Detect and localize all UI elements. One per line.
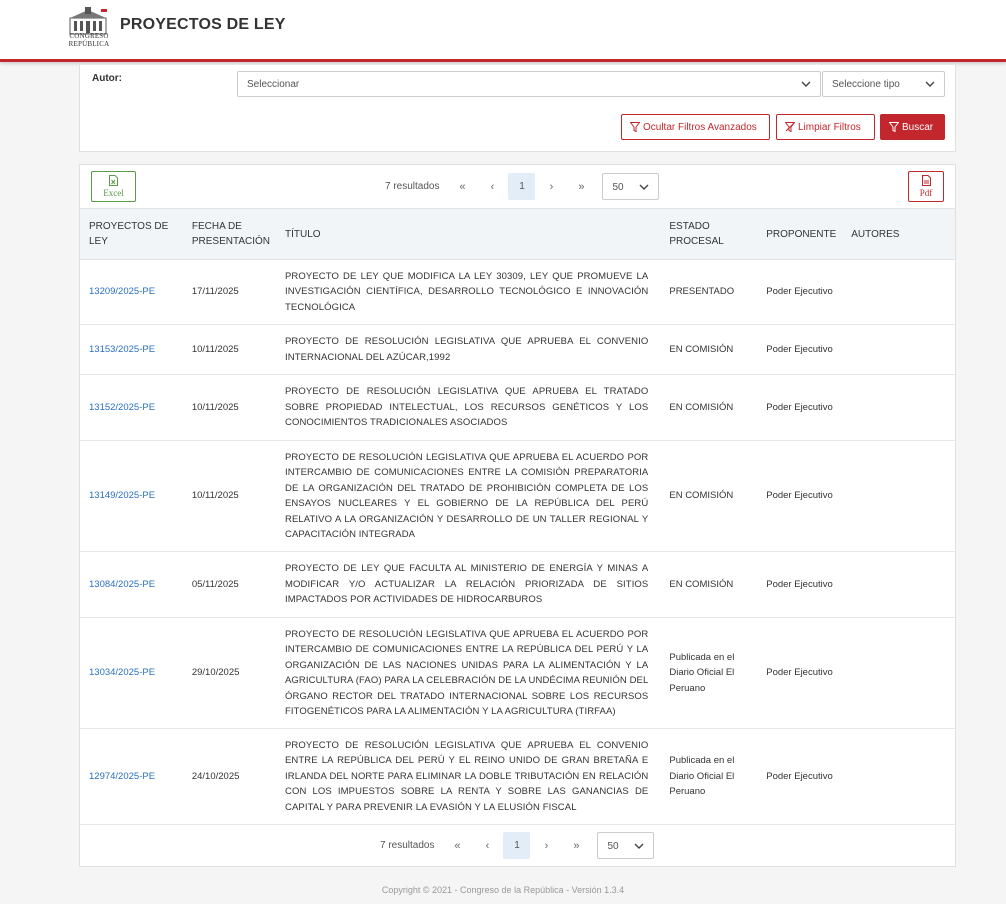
proponente-cell: Poder Ejecutivo xyxy=(757,325,842,375)
estado-cell: PRESENTADO xyxy=(660,260,757,325)
proponente-cell: Poder Ejecutivo xyxy=(757,441,842,552)
fecha-cell: 29/10/2025 xyxy=(183,618,276,729)
fecha-cell: 10/11/2025 xyxy=(183,375,276,441)
titulo-cell: PROYECTO DE LEY QUE MODIFICA LA LEY 30309, LEY QUE PROMUEVE LA INVESTIGACIÓN CIENTÍFICA, DESARROLLO TECNOLÓGICO E INNOVACIÓN TECNOLÓGICA xyxy=(276,260,660,325)
hide-advanced-filters-button[interactable] xyxy=(621,114,770,140)
last-page-button[interactable] xyxy=(561,840,591,852)
proyecto-link[interactable]: 12974/2025-PE xyxy=(80,729,183,825)
page-size-value: 50 xyxy=(607,841,619,852)
funnel-icon xyxy=(889,122,899,132)
funnel-clear-icon xyxy=(785,122,795,132)
proponente-cell: Poder Ejecutivo xyxy=(757,729,842,825)
search-button-label: Buscar xyxy=(902,122,934,133)
export-pdf-label: Pdf xyxy=(919,188,933,198)
fecha-cell: 10/11/2025 xyxy=(183,325,276,375)
titulo-cell: PROYECTO DE RESOLUCIÓN LEGISLATIVA QUE APRUEBA EL ACUERDO POR INTERCAMBIO DE COMUNICACIONES ENTRE LA COMISIÓN PREPARATORIA DE LA ORGANIZACIÓN DEL TRATADO DE PROHIBICIÓN COMPLETA DE LOS ENSAYOS NUCLEARES Y EL GOBIERNO DE LA REPÚBLICA DEL PERÚ RELATIVO A LA ORGANIZACIÓN Y DESARROLLO DE UN TALLER REGIONAL Y CAPACITACIÓN INTEGRADA xyxy=(276,441,660,552)
table-row xyxy=(80,618,955,729)
page-size-value: 50 xyxy=(612,182,624,193)
proyecto-link[interactable]: 13084/2025-PE xyxy=(80,552,183,618)
autores-cell xyxy=(842,618,955,729)
autores-cell xyxy=(842,441,955,552)
results-count: 7 resultados xyxy=(385,181,440,192)
autores-cell xyxy=(842,729,955,825)
page-size-select[interactable] xyxy=(602,173,659,200)
chevron-down-icon xyxy=(800,78,812,90)
col-header-autores[interactable]: AUTORES xyxy=(842,209,955,260)
col-header-fecha[interactable]: FECHA DE PRESENTACIÓN xyxy=(183,209,276,260)
double-chevron-right-icon: » xyxy=(573,839,580,852)
page-size-select[interactable] xyxy=(597,832,654,859)
proyecto-link[interactable]: 13152/2025-PE xyxy=(80,375,183,441)
chevron-down-icon xyxy=(633,840,645,852)
tipo-select-value: Seleccione tipo xyxy=(832,79,900,90)
proyecto-link[interactable]: 13153/2025-PE xyxy=(80,325,183,375)
hide-advanced-filters-label: Ocultar Filtros Avanzados xyxy=(643,122,757,133)
titulo-cell: PROYECTO DE RESOLUCIÓN LEGISLATIVA QUE APRUEBA EL TRATADO SOBRE PROPIEDAD INTELECTUAL, LOS RECURSOS GENÉTICOS Y LOS CONOCIMIENTOS TRADICIONALES ASOCIADOS xyxy=(276,375,660,441)
funnel-icon xyxy=(630,122,640,132)
table-row xyxy=(80,552,955,618)
estado-cell: EN COMISIÓN xyxy=(660,552,757,618)
autor-select[interactable] xyxy=(237,71,821,97)
export-pdf-button[interactable] xyxy=(908,171,944,202)
autores-cell xyxy=(842,260,955,325)
page-title: PROYECTOS DE LEY xyxy=(120,16,286,33)
col-header-proponente[interactable]: PROPONENTE xyxy=(757,209,842,260)
autores-cell xyxy=(842,552,955,618)
table-row xyxy=(80,441,955,552)
export-excel-label: Excel xyxy=(103,188,124,198)
fecha-cell: 24/10/2025 xyxy=(183,729,276,825)
proponente-cell: Poder Ejecutivo xyxy=(757,552,842,618)
estado-cell: EN COMISIÓN xyxy=(660,325,757,375)
pagination-top xyxy=(385,173,659,200)
excel-file-icon xyxy=(109,175,118,186)
results-panel xyxy=(79,164,956,867)
chevron-down-icon xyxy=(924,78,936,90)
logo-text: CONGRESO REPÚBLICA xyxy=(68,32,110,48)
pagination-bottom xyxy=(380,832,654,859)
prev-page-button[interactable] xyxy=(472,840,502,852)
proyecto-link[interactable]: 13209/2025-PE xyxy=(80,260,183,325)
titulo-cell: PROYECTO DE LEY QUE FACULTA AL MINISTERIO DE ENERGÍA Y MINAS A MODIFICAR Y/O ACTUALIZAR LA RELACIÓN PRIORIZADA DE SITIOS IMPACTADOS POR ACTIVIDADES DE HIDROCARBUROS xyxy=(276,552,660,618)
chevron-down-icon xyxy=(638,181,650,193)
fecha-cell: 17/11/2025 xyxy=(183,260,276,325)
proyecto-link[interactable]: 13034/2025-PE xyxy=(80,618,183,729)
titulo-cell: PROYECTO DE RESOLUCIÓN LEGISLATIVA QUE APRUEBA EL ACUERDO POR INTERCAMBIO DE COMUNICACIONES ENTRE LA REPÚBLICA DEL PERÚ Y LA ORGANIZACIÓN DE LAS NACIONES UNIDAS PARA LA ALIMENTACIÓN Y LA AGRICULTURA (FAO) PARA LA CELEBRACIÓN DE LA UNDÉCIMA REUNIÓN DEL ÓRGANO RECTOR DEL TRATADO INTERNACIONAL SOBRE LOS RECURSOS FITOGENÉTICOS PARA LA ALIMENTACIÓN Y LA AGRICULTURA (TIRFAA) xyxy=(276,618,660,729)
page-number-current[interactable]: 1 xyxy=(503,832,530,859)
chevron-left-icon: ‹ xyxy=(485,839,490,852)
next-page-button[interactable] xyxy=(531,840,561,852)
proponente-cell: Poder Ejecutivo xyxy=(757,375,842,441)
footer-copyright: Copyright © 2021 - Congreso de la República - Versión 1.3.4 xyxy=(381,885,625,895)
chevron-left-icon: ‹ xyxy=(490,180,495,193)
titulo-cell: PROYECTO DE RESOLUCIÓN LEGISLATIVA QUE APRUEBA EL CONVENIO ENTRE LA REPÚBLICA DEL PERÚ Y EL REINO UNIDO DE GRAN BRETAÑA E IRLANDA DEL NORTE PARA ELIMINAR LA DOBLE TRIBUTACIÓN EN RELACIÓN CON LOS IMPUESTOS SOBRE LA RENTA Y SOBRE LAS GANANCIAS DE CAPITAL Y PARA PREVENIR LA EVASIÓN Y LA ELUSIÓN FISCAL xyxy=(276,729,660,825)
estado-cell: Publicada en el Diario Oficial El Peruano xyxy=(660,729,757,825)
clear-filters-button[interactable] xyxy=(776,114,875,140)
estado-cell: Publicada en el Diario Oficial El Peruano xyxy=(660,618,757,729)
results-table xyxy=(80,208,955,825)
col-header-titulo[interactable]: TÍTULO xyxy=(276,209,660,260)
double-chevron-left-icon: « xyxy=(459,180,466,193)
fecha-cell: 05/11/2025 xyxy=(183,552,276,618)
proponente-cell: Poder Ejecutivo xyxy=(757,618,842,729)
table-header-row xyxy=(80,209,955,260)
autor-label: Autor: xyxy=(92,73,122,84)
autor-select-value: Seleccionar xyxy=(247,79,300,90)
results-count: 7 resultados xyxy=(380,840,435,851)
double-chevron-right-icon: » xyxy=(578,180,585,193)
table-row xyxy=(80,260,955,325)
last-page-button[interactable] xyxy=(566,181,596,193)
top-header xyxy=(0,0,1006,62)
first-page-button[interactable] xyxy=(447,181,477,193)
fecha-cell: 10/11/2025 xyxy=(183,441,276,552)
chevron-right-icon: › xyxy=(549,180,554,193)
proyecto-link[interactable]: 13149/2025-PE xyxy=(80,441,183,552)
export-excel-button[interactable] xyxy=(91,171,136,202)
autores-cell xyxy=(842,375,955,441)
tipo-select[interactable] xyxy=(822,71,945,97)
table-row xyxy=(80,325,955,375)
col-header-estado[interactable]: ESTADO PROCESAL xyxy=(660,209,757,260)
titulo-cell: PROYECTO DE RESOLUCIÓN LEGISLATIVA QUE APRUEBA EL CONVENIO INTERNACIONAL DEL AZÚCAR,1992 xyxy=(276,325,660,375)
col-header-proyecto[interactable]: PROYECTOS DE LEY xyxy=(80,209,183,260)
search-button[interactable] xyxy=(880,114,945,140)
proponente-cell: Poder Ejecutivo xyxy=(757,260,842,325)
double-chevron-left-icon: « xyxy=(454,839,461,852)
pdf-file-icon xyxy=(922,175,931,186)
first-page-button[interactable] xyxy=(442,840,472,852)
estado-cell: EN COMISIÓN xyxy=(660,375,757,441)
next-page-button[interactable] xyxy=(536,181,566,193)
table-row xyxy=(80,375,955,441)
filter-panel xyxy=(79,65,956,152)
table-row xyxy=(80,729,955,825)
clear-filters-label: Limpiar Filtros xyxy=(798,122,861,133)
chevron-right-icon: › xyxy=(544,839,549,852)
prev-page-button[interactable] xyxy=(477,181,507,193)
autores-cell xyxy=(842,325,955,375)
page-number-current[interactable]: 1 xyxy=(508,173,535,200)
estado-cell: EN COMISIÓN xyxy=(660,441,757,552)
